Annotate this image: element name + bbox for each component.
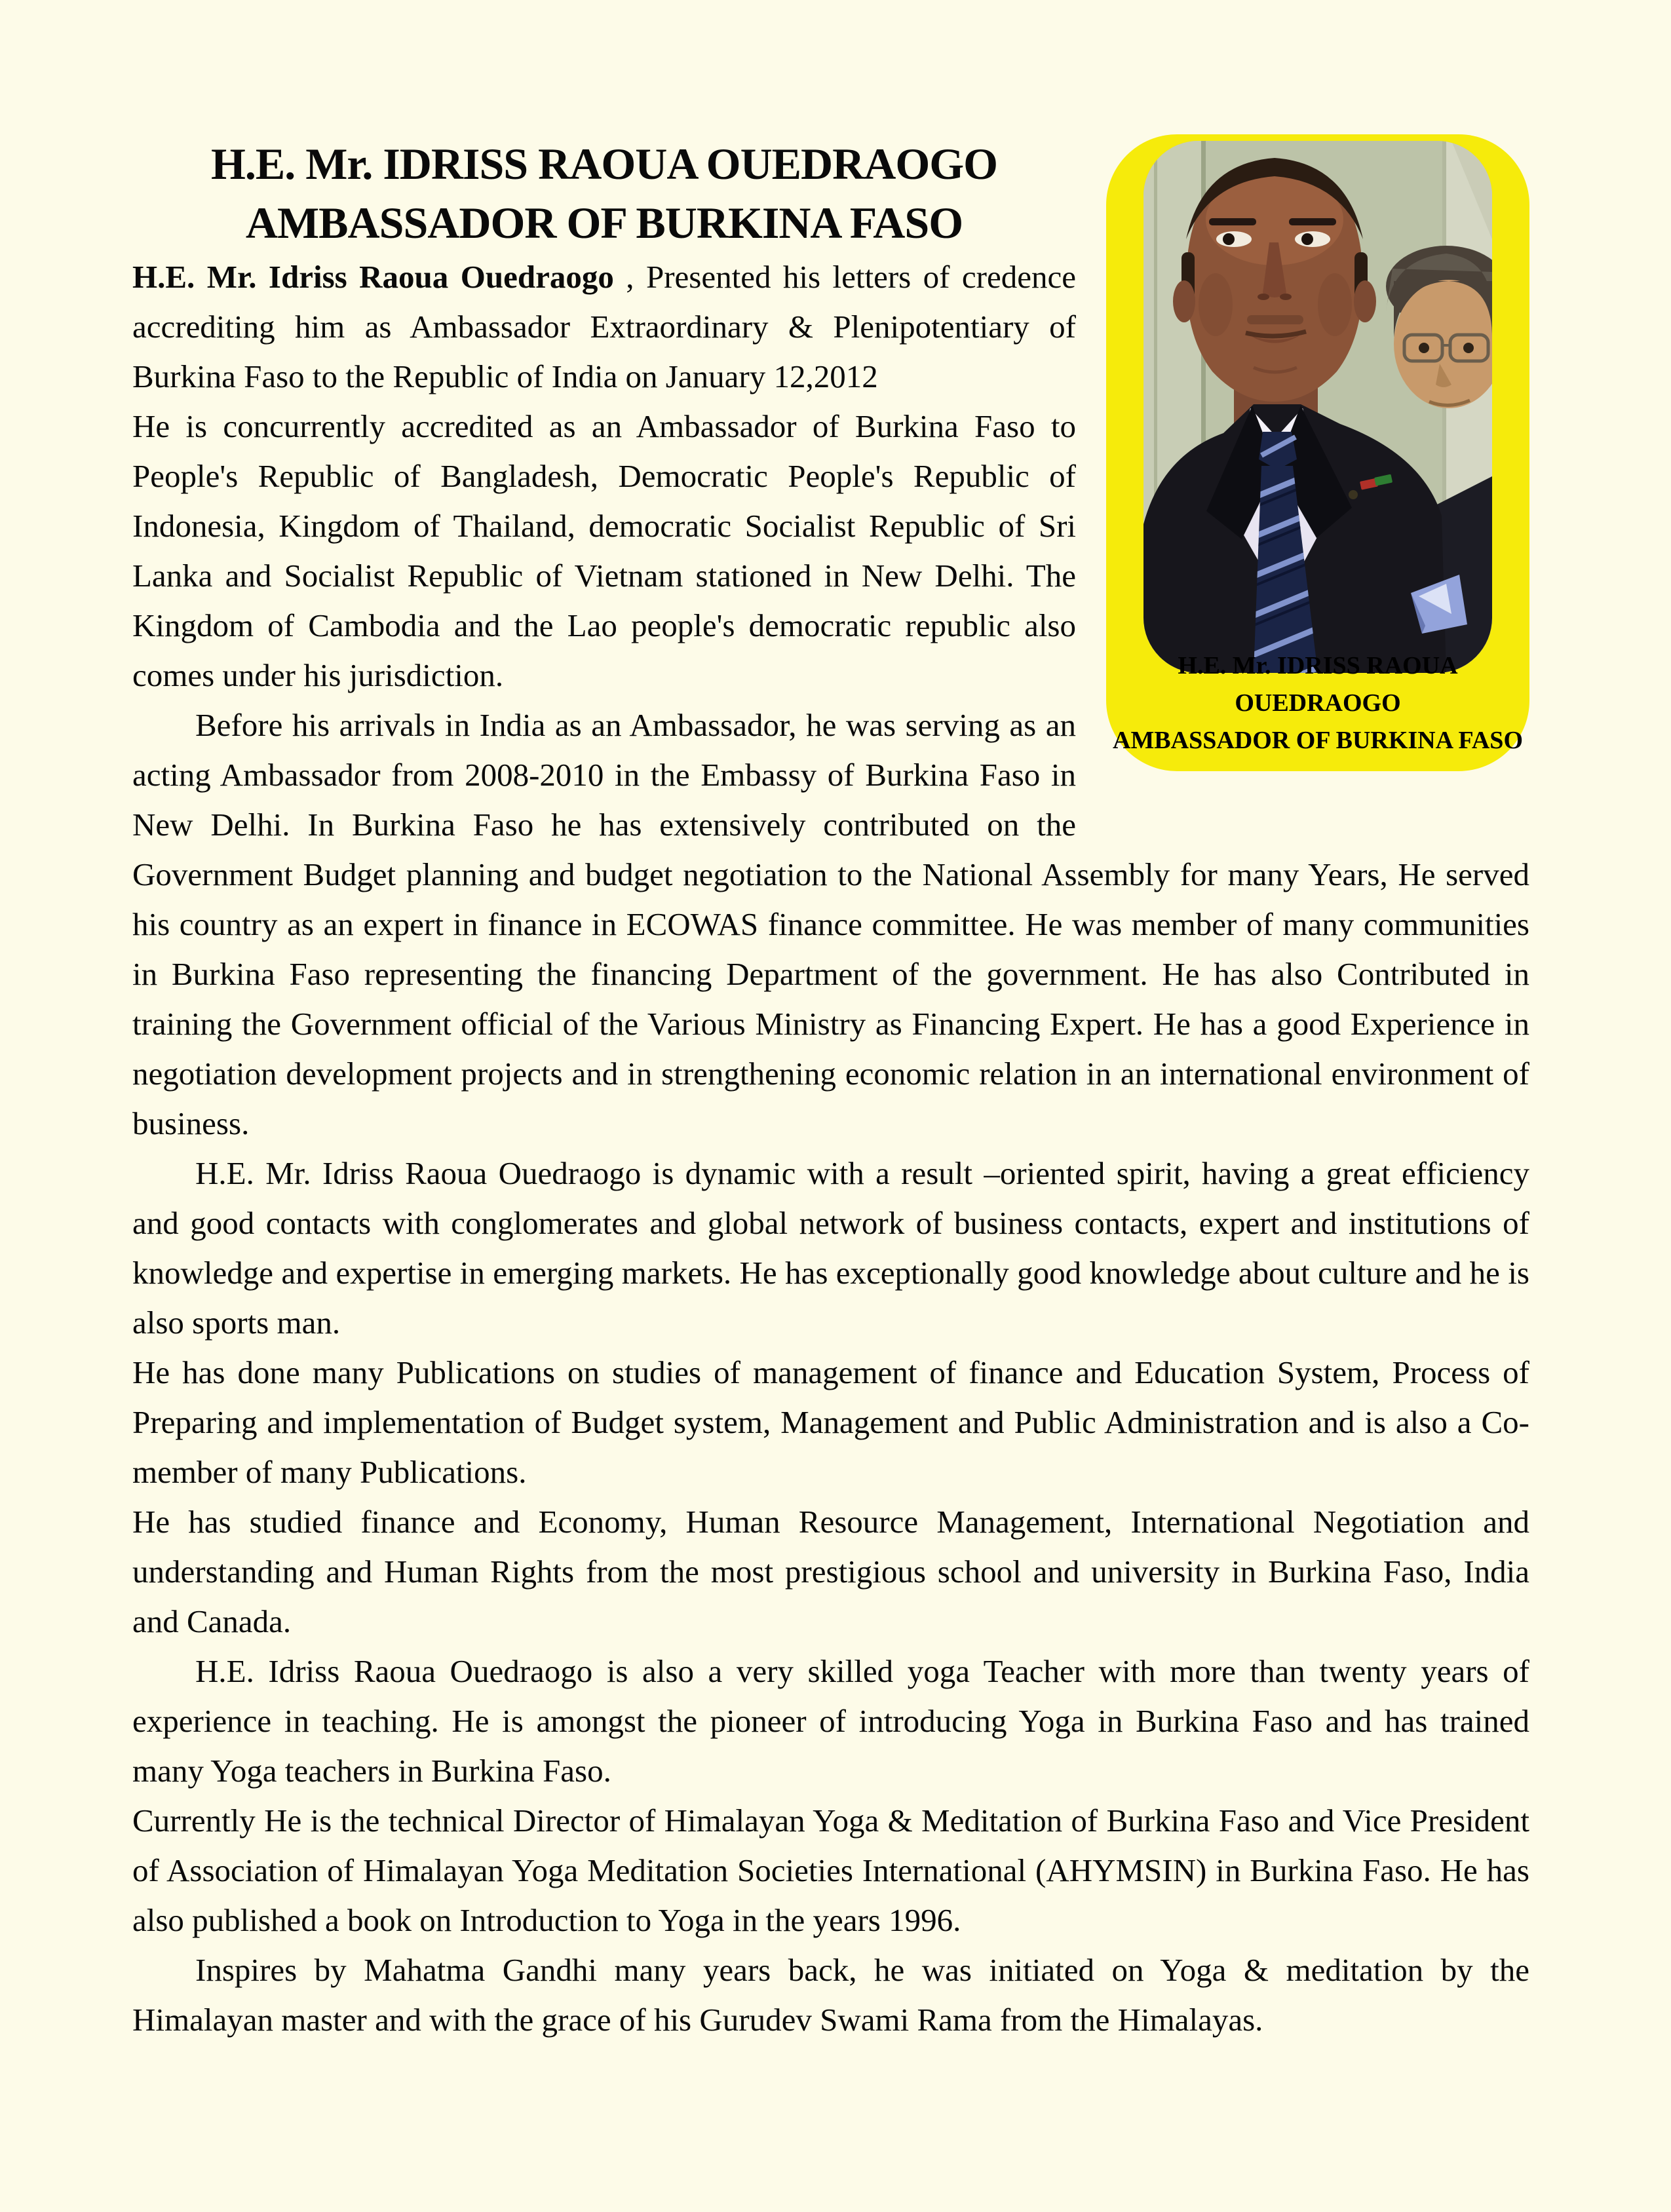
photo-caption xyxy=(1106,647,1529,759)
page-title-line2: AMBASSADOR OF BURKINA FASO xyxy=(245,198,963,248)
paragraph-credentials-rest: , Presented his letters of credence accrediting him as Ambassador Extraordinary & Plenipotentiary of Burkina Faso to the Republic of India on January 12,2012 xyxy=(132,259,1076,394)
photo-caption-line2: AMBASSADOR OF BURKINA FASO xyxy=(1113,727,1523,754)
paragraph-publications: He has done many Publications on studies of management of finance and Education System, Process of Preparing and implementation of Budget system, Management and Public Administration and is also a Co-member of many Publications. xyxy=(132,1354,1529,1490)
photo-caption-line1: H.E. Mr. IDRISS RAOUA OUEDRAOGO xyxy=(1178,652,1458,717)
ambassador-photo xyxy=(1143,141,1492,673)
paragraph-yoga-roles: Currently He is the technical Director of Himalayan Yoga & Meditation of Burkina Faso and Vice President of Association of Himalayan Yoga Meditation Societies International (AHYMSIN) in Burkina Faso. He has also published a book on Introduction to Yoga in the years 1996. xyxy=(132,1802,1529,1938)
paragraph-studies: He has studied finance and Economy, Human Resource Management, International Negotiation and understanding and Human Rights from the most prestigious school and university in Burkina Faso, India and Canada. xyxy=(132,1504,1529,1639)
paragraph-gandhi: Inspires by Mahatma Gandhi many years back, he was initiated on Yoga & meditation by the Himalayan master and with the grace of his Gurudev Swami Rama from the Himalayas. xyxy=(132,1952,1529,2038)
paragraph-career: Before his arrivals in India as an Ambassador, he was serving as an acting Ambassador from 2008-2010 in the Embassy of Burkina Faso in New Delhi. In Burkina Faso he has extensively contributed on the Government Budget planning and budget negotiation to the National Assembly for many Years, He served his country as an expert in finance in ECOWAS finance committee. He was member of many communities in Burkina Faso representing the financing Department of the government. He has also Contributed in training the Government official of the Various Ministry as Financing Expert. He has a good Experience in negotiation development projects and in strengthening economic relation in an international environment of business. xyxy=(132,707,1529,1141)
photo-card xyxy=(1106,134,1529,771)
article xyxy=(132,134,1529,2045)
paragraph-personality: H.E. Mr. Idriss Raoua Ouedraogo is dynamic with a result –oriented spirit, having a great efficiency and good contacts with conglomerates and global network of business contacts, expert and institutions of knowledge and expertise in emerging markets. He has exceptionally good knowledge about culture and he is also sports man. xyxy=(132,1155,1529,1341)
paragraph-accreditations: He is concurrently accredited as an Ambassador of Burkina Faso to People's Republic of Bangladesh, Democratic People's Republic of Indonesia, Kingdom of Thailand, democratic Socialist Republic of Sri Lanka and Socialist Republic of Vietnam stationed in New Delhi. The Kingdom of Cambodia and the Lao people's democratic republic also comes under his jurisdiction. xyxy=(132,408,1076,693)
ambassador-name-bold: H.E. Mr. Idriss Raoua Ouedraogo xyxy=(132,259,614,295)
paragraph-yoga-teacher: H.E. Idriss Raoua Ouedraogo is also a very skilled yoga Teacher with more than twenty years of experience in teaching. He is amongst the pioneer of introducing Yoga in Burkina Faso and has trained many Yoga teachers in Burkina Faso. xyxy=(132,1653,1529,1789)
page-title-line1: H.E. Mr. IDRISS RAOUA OUEDRAOGO xyxy=(210,139,998,189)
ambassador-portrait-illustration xyxy=(1143,141,1492,673)
